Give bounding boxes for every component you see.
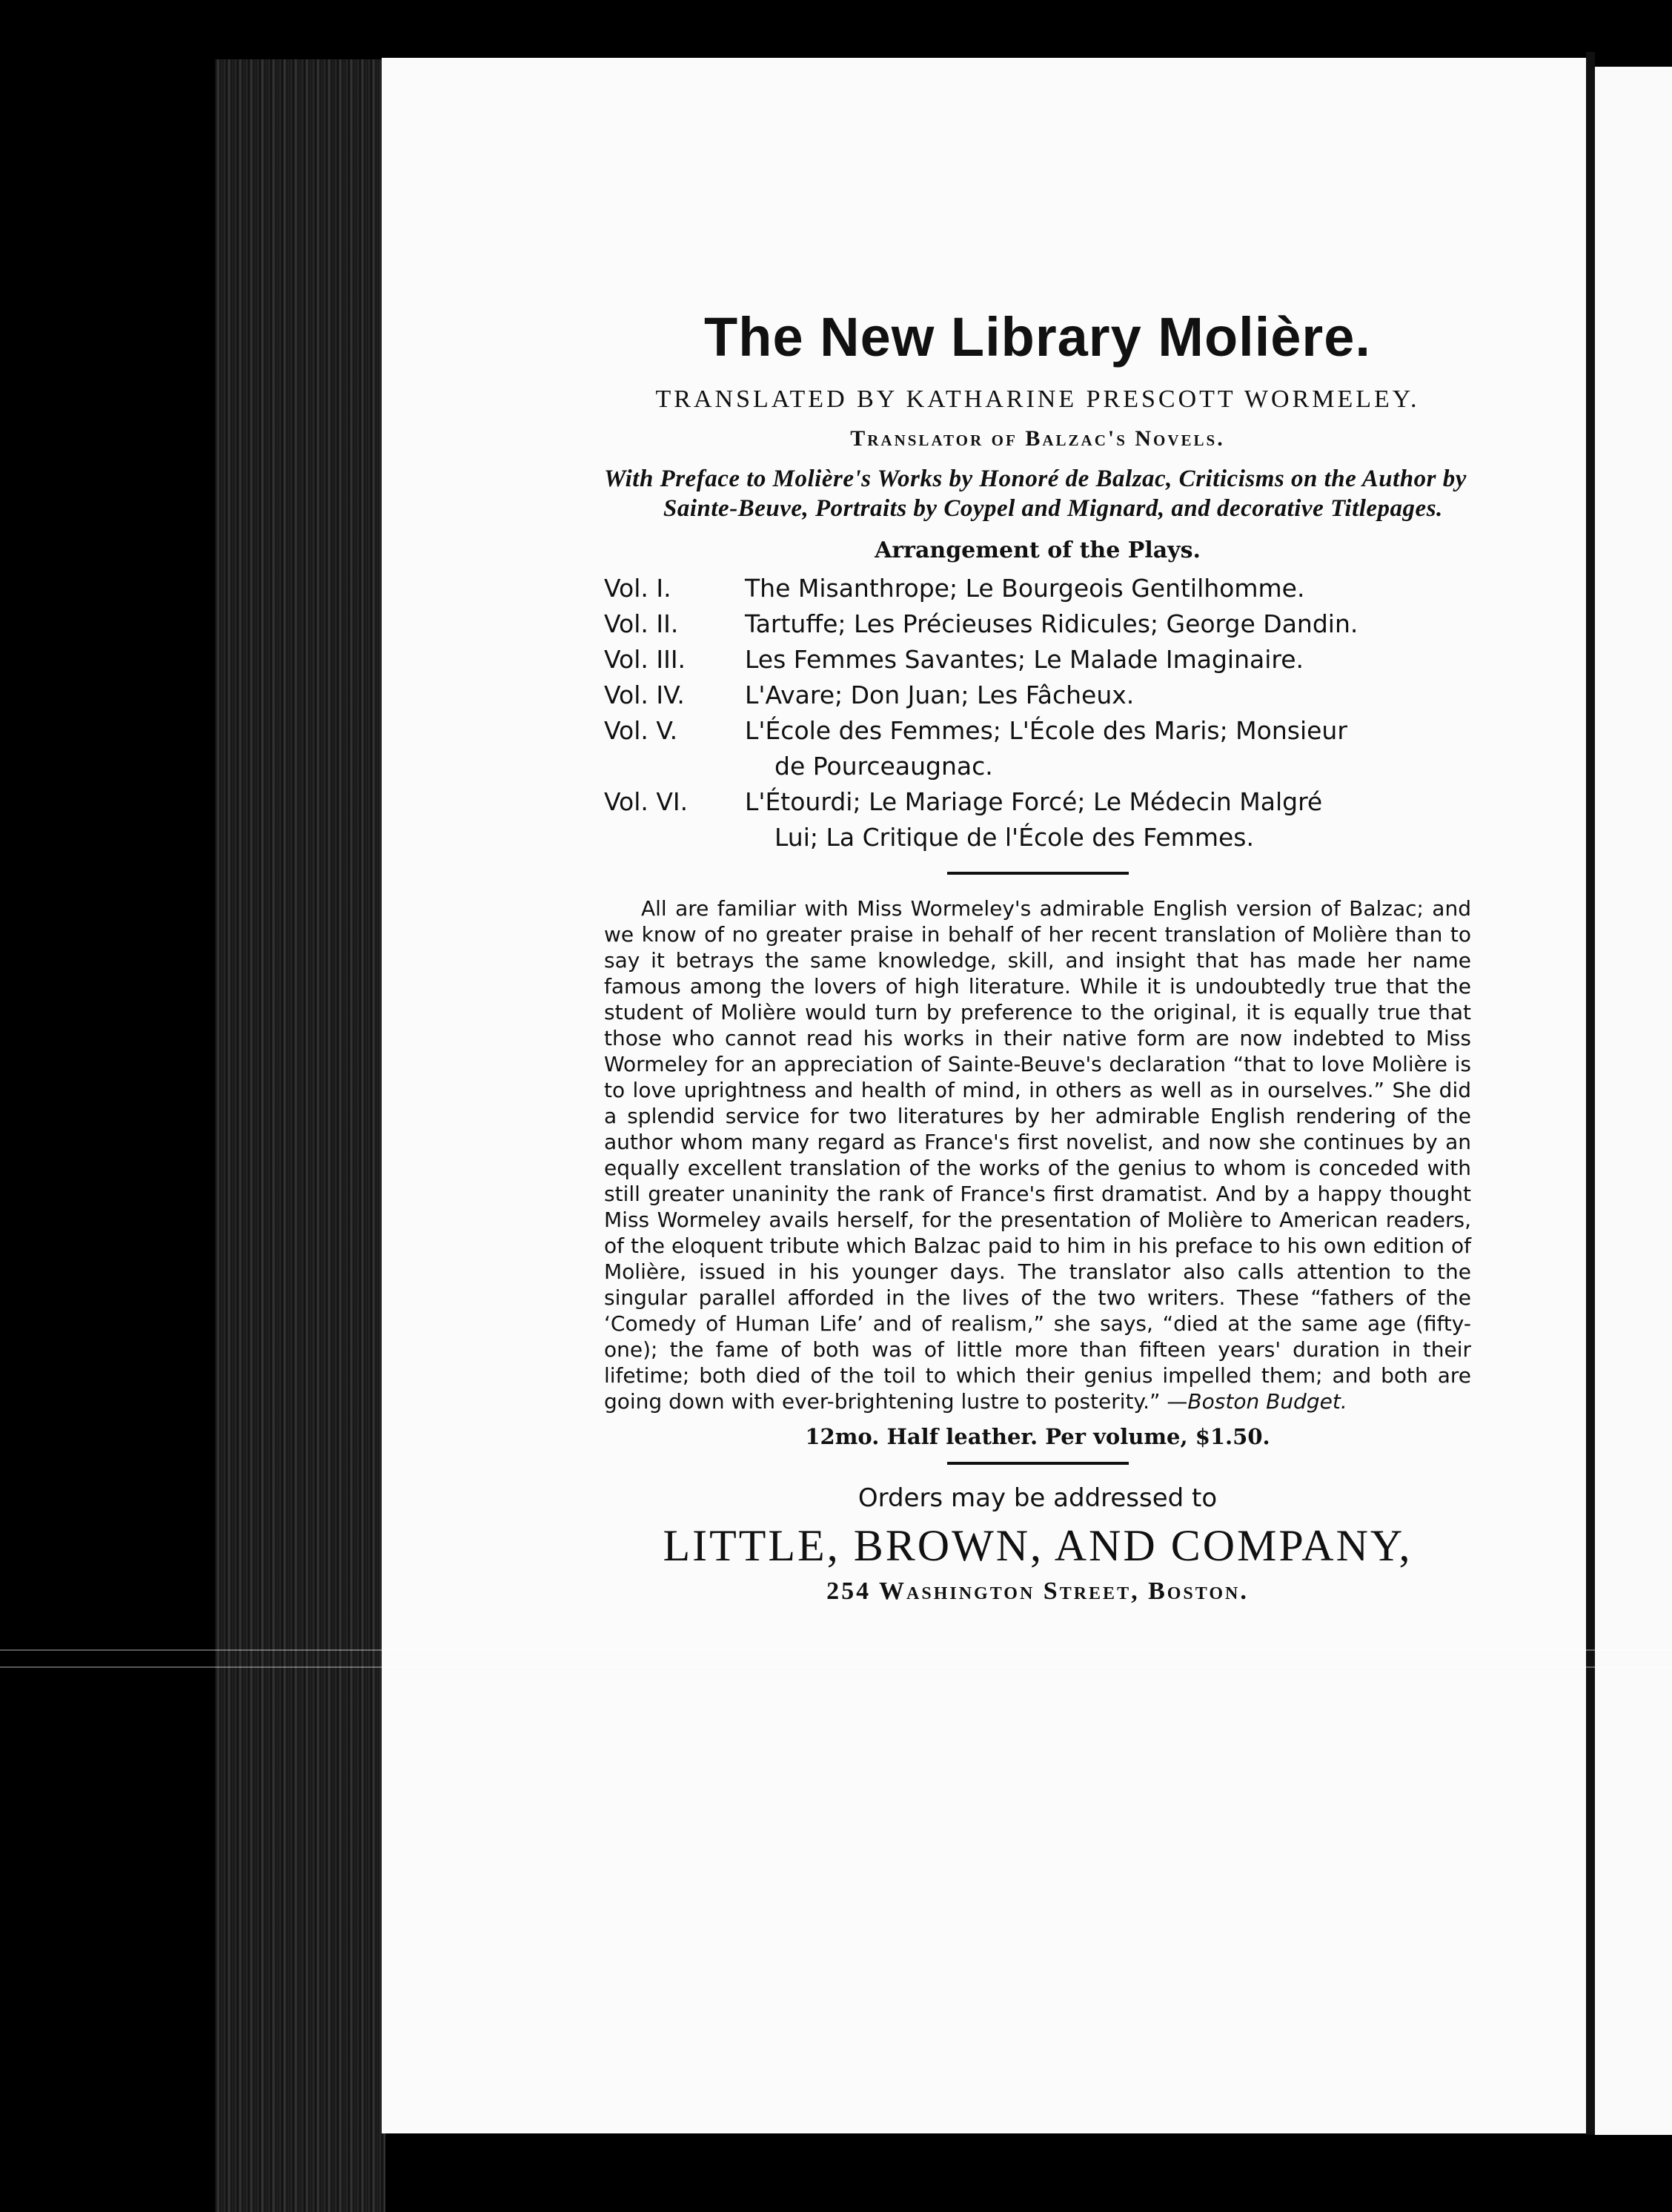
volume-plays-continuation: de Pourceaugnac. bbox=[774, 752, 993, 781]
dark-margin bbox=[0, 0, 215, 2212]
divider-rule bbox=[947, 1462, 1129, 1465]
dark-corner bbox=[1601, 0, 1672, 52]
page-title: The New Library Molière. bbox=[704, 306, 1371, 368]
list-item bbox=[604, 606, 1471, 642]
list-item bbox=[604, 713, 1471, 784]
volume-plays-continuation: Lui; La Critique de l'École des Femmes. bbox=[774, 823, 1254, 852]
volume-plays-line: L'École des Femmes; L'École des Maris; Monsieur bbox=[745, 716, 1347, 745]
review-paragraph bbox=[604, 895, 1471, 1414]
volume-plays: Tartuffe; Les Précieuses Ridicules; George Dandin. bbox=[745, 609, 1358, 638]
translator-credit: TRANSLATED BY KATHARINE PRESCOTT WORMELEY. bbox=[655, 385, 1420, 413]
divider-rule bbox=[947, 872, 1129, 875]
volume-plays bbox=[745, 713, 1471, 784]
arrangement-heading: Arrangement of the Plays. bbox=[875, 537, 1201, 563]
review-text: All are familiar with Miss Wormeley's admirable English version of Balzac; and we know of no greater praise in behalf of her recent translation of Molière than to say it betrays the same knowledge, skill, and insight that has made her name famous among the lovers of high literature. While it is undoubtedly true that the student of Molière would turn by preference to the original, it is equally true that those who cannot read his works in their native form are now indebted to Miss Wormeley for an appreciation of Sainte-Beuve's declaration “that to love Molière is to love uprightness and health of mind, in others as well as in ourselves.” She did a splendid service for two literatures by her admirable English rendering of the author whom many regard as France's first novelist, and now she continues by an equally excellent translation of the works of the genius to whom is conceded with still greater unaninity the rank of France's first dramatist. And by a happy thought Miss Wormeley avails herself, for the presentation of Molière to American readers, of the eloquent tribute which Balzac paid to him in his preface to his own edition of Molière, issued in his younger days. The translator also calls attention to the singular parallel afforded in the lives of the two writers. These “fathers of the ‘Comedy of Human Life’ and of realism,” she says, “died at the same age (fifty-one); the fame of both was of little more than fifteen years' duration in their lifetime; both died of the toil to which their genius impelled them; and both are going down with ever-brightening lustre to posterity.” — bbox=[604, 896, 1471, 1414]
orders-line: Orders may be addressed to bbox=[857, 1483, 1218, 1513]
page-gutter bbox=[1586, 52, 1595, 2135]
scan-artifact-line bbox=[0, 1649, 1672, 1651]
preface-description: With Preface to Molière's Works by Honoré de Balzac, Criticisms on the Author by Sainte-Beuve, Portraits by Coypel and Mignard, and decorative Titlepages. bbox=[604, 466, 1467, 522]
list-item bbox=[604, 784, 1471, 855]
publisher-name: LITTLE, BROWN, AND COMPANY, bbox=[663, 1521, 1413, 1570]
volume-list bbox=[604, 571, 1471, 855]
adjacent-page-edge bbox=[1595, 67, 1672, 2135]
dark-margin-top bbox=[208, 0, 385, 59]
advertisement-content bbox=[604, 297, 1471, 1609]
volume-label: Vol. IV. bbox=[604, 681, 685, 709]
volume-plays: The Misanthrope; Le Bourgeois Gentilhomme. bbox=[745, 574, 1305, 603]
translator-note: Translator of Balzac's Novels. bbox=[850, 426, 1225, 451]
volume-label: Vol. VI. bbox=[604, 787, 689, 816]
volume-plays: L'Avare; Don Juan; Les Fâcheux. bbox=[745, 681, 1135, 709]
review-source: Boston Budget. bbox=[1187, 1389, 1347, 1414]
volume-label: Vol. I. bbox=[604, 574, 671, 603]
scan-artifact-line bbox=[0, 1666, 1672, 1668]
volume-label: Vol. II. bbox=[604, 609, 679, 638]
volume-label: Vol. V. bbox=[604, 716, 678, 745]
volume-label: Vol. III. bbox=[604, 645, 686, 674]
volume-plays-line: L'Étourdi; Le Mariage Forcé; Le Médecin Malgré bbox=[745, 787, 1323, 816]
volume-plays: Les Femmes Savantes; Le Malade Imaginaire. bbox=[745, 645, 1304, 674]
list-item bbox=[604, 678, 1471, 713]
list-item bbox=[604, 642, 1471, 678]
list-item bbox=[604, 571, 1471, 606]
publisher-address: 254 Washington Street, Boston. bbox=[826, 1577, 1249, 1605]
price-line: 12mo. Half leather. Per volume, $1.50. bbox=[805, 1424, 1270, 1449]
volume-plays bbox=[745, 784, 1471, 855]
